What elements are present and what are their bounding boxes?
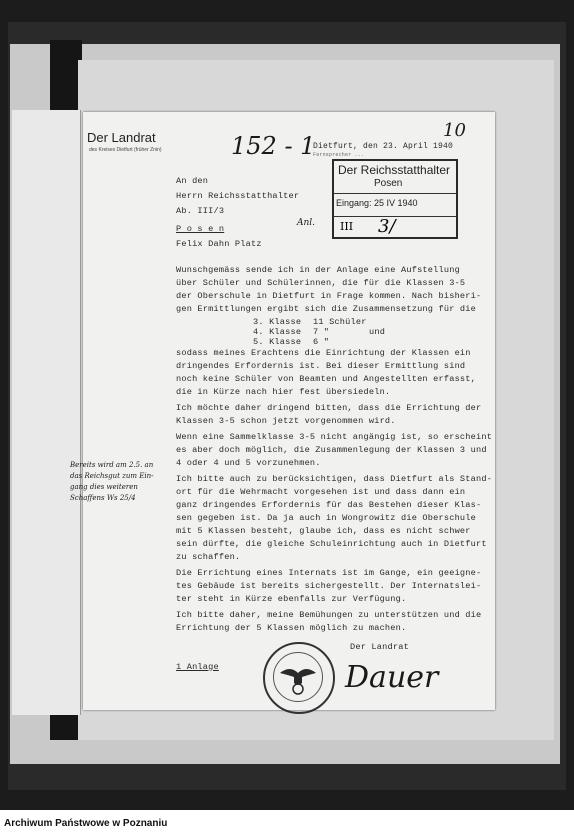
body-line: sodass meines Erachtens die Einrichtung der Klassen ein [176,348,471,358]
archive-footer-label: Archiwum Państwowe w Poznaniu [4,818,168,829]
body-line: Ich bitte daher, meine Bemühungen zu unterstützen und die [176,610,482,620]
side-note-line: Schaffens Ws 25/4 [70,494,136,502]
letterhead-subtitle: des Kreises Dietfurt (früher Znin) [89,147,162,153]
handwritten-side-note [70,460,160,504]
enclosure-note: 1 Anlage [176,662,219,672]
body-line: sein dürfte, die gleiche Schuleinrichtung auch in Dietfurt [176,539,487,549]
stamp-received-date: Eingang: 25 IV 1940 [336,198,418,208]
stamp-title: Der Reichsstatthalter [338,163,451,177]
recipient-city: P o s e n [176,224,225,234]
stamp-department: III [340,220,354,233]
letter-page [83,112,495,710]
recipient-line: Ab. III/3 [176,206,225,216]
body-line: es aber doch möglich, die Zusammenlegung der Klassen 3 und [176,445,487,455]
stamp-divider [334,193,456,194]
eagle-icon [274,653,322,701]
body-line: ter steht in Kürze ebenfalls zur Verfügung. [176,594,407,604]
body-line: Ich bitte auch zu berücksichtigen, dass Dietfurt als Stand- [176,474,493,484]
margin-handwritten-mark: Anl. [297,218,316,228]
body-line: über Schüler und Schülerinnen, die für die Klassen 3-5 [176,278,466,288]
handwritten-signature: Dauer [345,660,439,695]
body-line: ganz dringendes Erfordernis für das Bestehen dieser Klas- [176,500,482,510]
recipient-line: An den [176,176,209,186]
body-line: die in Kürze nach hier fest übersiedeln. [176,387,391,397]
class-label: 3. Klasse [253,317,302,327]
class-suffix: und [369,327,386,337]
body-line: zu schaffen. [176,552,241,562]
place-date-sub: Fernsprecher ... [313,152,365,158]
official-seal [263,642,335,714]
body-line: sen gegeben ist. Da ja auch in Wongrowitz die Oberschule [176,513,476,523]
side-note-line: gang dies weiteren [70,483,138,491]
page-number-handwritten: 10 [443,120,466,141]
seal-eagle-emblem [273,652,323,702]
recipient-line: Felix Dahn Platz [176,239,262,249]
side-note-line: Bereits wird am 2.5. an [70,461,154,469]
class-count: 6 " [313,337,330,347]
letterhead: Der Landrat [87,130,156,145]
side-note-line: das Reichsgut zum Ein- [70,472,154,480]
stamp-number-handwritten: 3/ [378,216,396,237]
body-line: Wenn eine Sammelklasse 3-5 nicht angängig ist, so erscheint [176,432,493,442]
recipient-line: Herrn Reichsstatthalter [176,191,300,201]
body-line: der Oberschule in Dietfurt in Frage kommen. Nach bisheri- [176,291,482,301]
body-line: Klassen 3-5 schon jetzt vorgenommen wird. [176,416,396,426]
body-line: Ich möchte daher dringend bitten, dass die Errichtung der [176,403,482,413]
class-count: 11 Schüler [313,317,367,327]
body-line: Wunschgemäss sende ich in der Anlage eine Aufstellung [176,265,460,275]
body-line: noch keine Schüler von Beamten und Angestellten erfasst, [176,374,476,384]
body-line: ort für die Wehrmacht vorgesehen ist und dass dann ein [176,487,466,497]
body-line: gen Ermittlungen ergibt sich die Zusammensetzung für die [176,304,476,314]
class-label: 4. Klasse [253,327,302,337]
body-line: 4 oder 4 und 5 vorzunehmen. [176,458,321,468]
class-count: 7 " [313,327,330,337]
left-margin-strip [12,110,81,715]
class-label: 5. Klasse [253,337,302,347]
body-line: Errichtung der 5 Klassen möglich zu machen. [176,623,407,633]
body-line: Die Errichtung eines Internats ist im Gange, ein geeigne- [176,568,482,578]
stamp-registry-cell [334,216,456,238]
body-line: dringendes Erfordernis ist. Bei dieser Ermittlung sind [176,361,466,371]
body-line: tes Gebäude ist bereits sichergestellt. Der Internatslei- [176,581,482,591]
signature-block: Der Landrat [350,642,409,652]
place-date-line: Dietfurt, den 23. April 1940 [313,142,454,151]
file-number-handwritten: 152 - 1 [231,132,316,160]
stamp-city: Posen [374,178,403,189]
body-line: mit 5 Klassen besteht, glaube ich, dass es nicht schwer [176,526,471,536]
receipt-stamp [332,159,458,239]
